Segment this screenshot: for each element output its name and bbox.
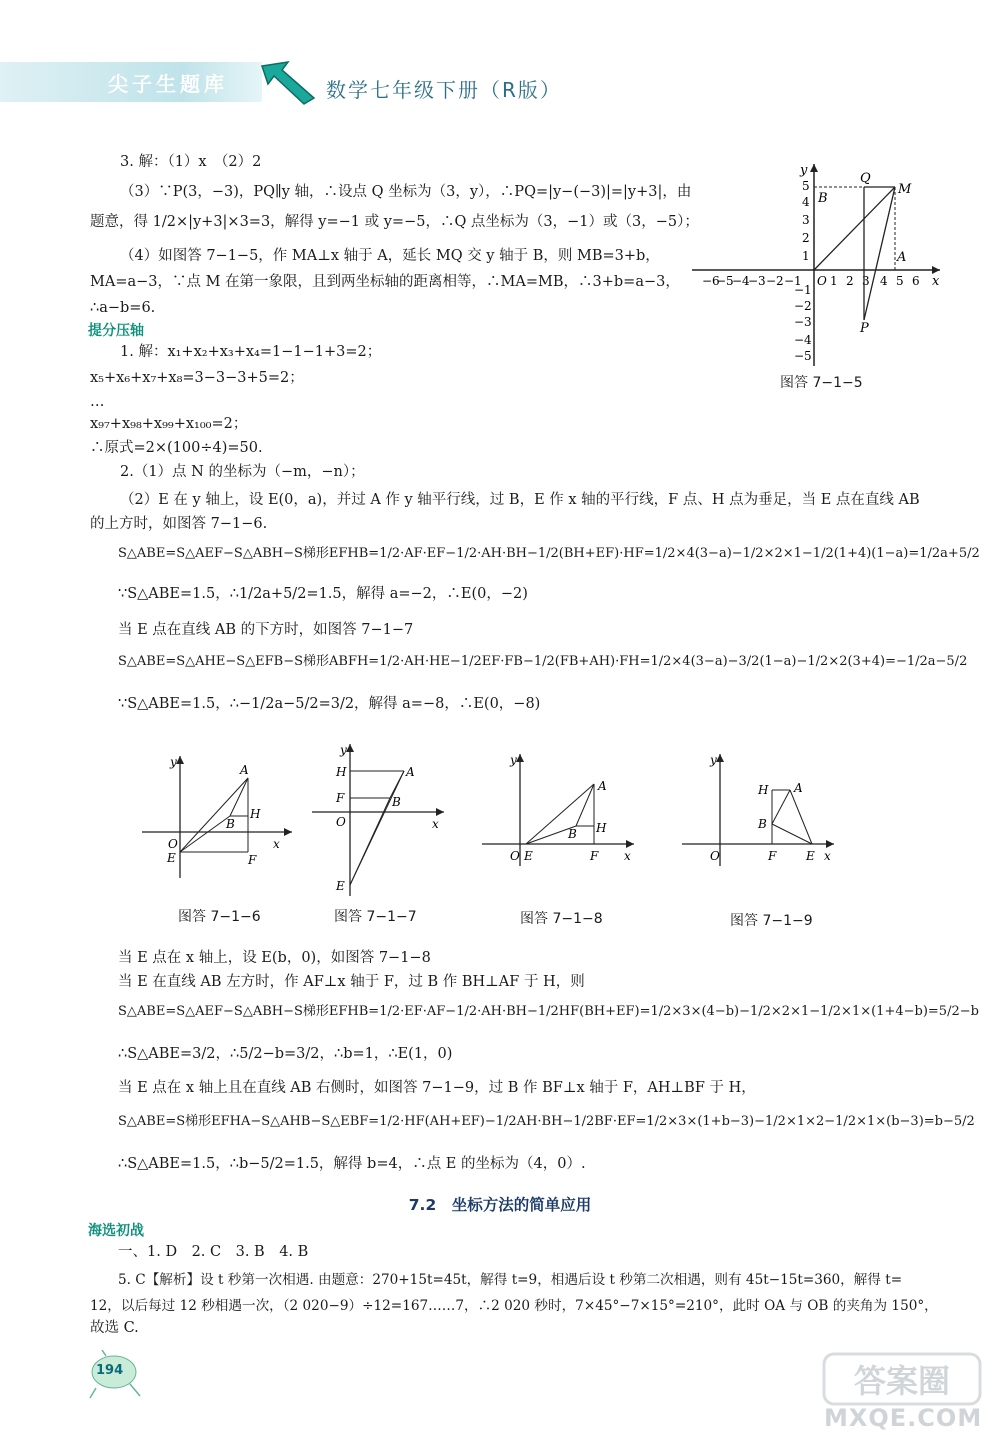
svg-text:−1: −1 [784, 274, 802, 288]
answer-line: 当 E 点在 x 轴上，设 E(b，0)，如图答 7−1−8 [118, 950, 431, 966]
svg-text:1: 1 [802, 249, 810, 263]
svg-text:−1: −1 [794, 283, 812, 297]
answer-line: 5. C【解析】设 t 秒第一次相遇. 由题意：270+15t=45t，解得 t=9，相遇后设 t 秒第二次相遇，则有 45t−15t=360，解得 t= [118, 1272, 903, 1288]
figure-7-1-7 [310, 740, 450, 900]
axis-y-label: y [800, 163, 808, 178]
svg-text:−3: −3 [748, 274, 766, 288]
svg-text:O: O [817, 274, 827, 288]
book-title: 数学七年级下册（R版） [326, 78, 562, 102]
figure-7-1-6 [140, 752, 300, 882]
svg-text:4: 4 [802, 195, 810, 209]
svg-text:−6: −6 [702, 274, 720, 288]
svg-text:5: 5 [802, 179, 810, 193]
answer-line: 当 E 在直线 AB 左方时，作 AF⊥x 轴于 F，过 B 作 BH⊥AF 于 H，则 [118, 974, 585, 990]
svg-text:−4: −4 [794, 333, 812, 347]
arrow-logo-icon [258, 58, 318, 106]
svg-text:3: 3 [862, 274, 870, 288]
answer-line: ∴S△ABE=1.5，∴b−5/2=1.5，解得 b=4，∴点 E 的坐标为（4，0）. [118, 1156, 586, 1172]
answer-line: MA=a−3，∵点 M 在第一象限，且到两坐标轴的距离相等，∴MA=MB，∴3+b=a−3， [90, 274, 680, 290]
svg-text:E: E [167, 851, 176, 865]
svg-text:−3: −3 [794, 315, 812, 329]
svg-text:O: O [510, 849, 520, 863]
answer-line: （2）E 在 y 轴上，设 E(0，a)，并过 A 作 y 轴平行线，过 B，E 作 x 轴的平行线，F 点、H 点为垂足，当 E 点在直线 AB [120, 492, 920, 508]
svg-text:H: H [758, 783, 769, 797]
answer-line: 3. 解：（1）x （2）2 [120, 154, 262, 170]
svg-text:E: E [336, 879, 345, 893]
svg-text:B: B [568, 827, 577, 841]
svg-text:答案圈: 答案圈 [853, 1362, 951, 1400]
svg-text:1: 1 [830, 274, 838, 288]
svg-text:y: y [170, 755, 177, 769]
figure-caption: 图答 7−1−5 [780, 375, 863, 391]
answer-line: … [90, 394, 105, 410]
svg-text:P: P [860, 321, 869, 336]
answer-line: （3）∵P(3，−3)，PQ∥y 轴，∴设点 Q 坐标为（3，y），∴PQ=|y−(−3)|=|y+3|，由 [120, 184, 692, 200]
axis-x-label: x [932, 274, 940, 289]
svg-text:O: O [336, 815, 346, 829]
svg-text:H: H [250, 807, 261, 821]
svg-text:O: O [168, 837, 178, 851]
svg-text:3: 3 [802, 213, 810, 227]
svg-text:4: 4 [880, 274, 888, 288]
svg-text:x: x [432, 817, 439, 831]
svg-text:−5: −5 [794, 349, 812, 363]
section-label: 海选初战 [88, 1223, 144, 1239]
series-logo-text: 尖子生题库 [108, 72, 228, 96]
answer-line: 1. 解：x₁+x₂+x₃+x₄=1−1−1+3=2； [120, 344, 382, 360]
svg-text:6: 6 [912, 274, 920, 288]
figure-caption: 图答 7−1−7 [334, 909, 417, 925]
svg-text:O: O [710, 849, 720, 863]
svg-text:2: 2 [802, 231, 810, 245]
section-label: 提分压轴 [88, 323, 144, 339]
formula-line: S△ABE=S△AHE−S△EFB−S梯形ABFH=1/2·AH·HE−1/2EF·FB−1/2(FB+AH)·FH=1/2×4(3−a)−3/2(1−a)−1/2×2(3+4)=−1/2a−5/2 [118, 654, 968, 669]
svg-text:B: B [392, 795, 401, 809]
svg-text:F: F [336, 791, 345, 805]
svg-text:A: A [897, 250, 907, 265]
figure-caption: 图答 7−1−9 [730, 913, 813, 929]
svg-text:y: y [340, 743, 347, 757]
svg-text:F: F [768, 849, 777, 863]
answer-line: 当 E 点在直线 AB 的下方时，如图答 7−1−7 [118, 622, 414, 638]
figure-7-1-8 [480, 750, 640, 870]
svg-text:x: x [824, 849, 831, 863]
answer-line: 2.（1）点 N 的坐标为（−m，−n）； [120, 464, 365, 480]
svg-text:M: M [898, 182, 912, 197]
page-number: 194 [96, 1363, 124, 1378]
svg-text:A: A [406, 765, 415, 779]
svg-text:−2: −2 [766, 274, 784, 288]
svg-text:B: B [818, 191, 828, 206]
watermark-url: MXQE.COM [824, 1404, 983, 1432]
figure-caption: 图答 7−1−6 [178, 909, 261, 925]
answer-line: 的上方时，如图答 7−1−6. [90, 516, 268, 532]
figure-caption: 图答 7−1−8 [520, 911, 603, 927]
svg-text:−2: −2 [794, 299, 812, 313]
formula-line: S△ABE=S梯形EFHA−S△AHB−S△EBF=1/2·HF(AH+EF)−1/2AH·BH−1/2BF·EF=1/2×3×(1+b−3)−1/2×1×2−1/2×1×(b−3)=b−5/2 [118, 1114, 975, 1129]
answer-line: 故选 C. [90, 1320, 139, 1336]
answer-line: 一、1. D 2. C 3. B 4. B [118, 1244, 309, 1260]
svg-text:H: H [336, 765, 347, 779]
svg-text:H: H [596, 821, 607, 835]
svg-text:x: x [624, 849, 631, 863]
formula-line: S△ABE=S△AEF−S△ABH−S梯形EFHB=1/2·EF·AF−1/2·AH·BH−1/2HF(BH+EF)=1/2×3×(4−b)−1/2×2×1−1/2×1×(1+4−b)=5/2−b [118, 1004, 979, 1019]
answer-line: x₉₇+x₉₈+x₉₉+x₁₀₀=2； [90, 416, 248, 432]
answer-line: 12，以后每过 12 秒相遇一次，（2 020−9）÷12=167……7，∴2 020 秒时，7×45°−7×15°=210°，此时 OA 与 OB 的夹角为 150°， [90, 1298, 938, 1314]
svg-text:A: A [794, 781, 803, 795]
svg-text:y: y [510, 753, 517, 767]
answer-line: ∴原式=2×(100÷4)=50. [90, 440, 263, 456]
answer-line: ∵S△ABE=1.5，∴−1/2a−5/2=3/2，解得 a=−8，∴E(0，−8) [118, 696, 541, 712]
answer-line: （4）如图答 7−1−5，作 MA⊥x 轴于 A，延长 MQ 交 y 轴于 B，则 MB=3+b， [120, 248, 660, 264]
answer-line: x₅+x₆+x₇+x₈=3−3−3+5=2； [90, 370, 304, 386]
section-title: 7.2 坐标方法的简单应用 [408, 1196, 592, 1214]
svg-text:5: 5 [896, 274, 904, 288]
svg-text:F: F [590, 849, 599, 863]
answer-line: 当 E 点在 x 轴上且在直线 AB 右侧时，如图答 7−1−9，过 B 作 BF⊥x 轴于 F，AH⊥BF 于 H， [118, 1080, 756, 1096]
answer-line: ∵S△ABE=1.5，∴1/2a+5/2=1.5，解得 a=−2，∴E(0，−2) [118, 586, 528, 602]
svg-text:F: F [248, 853, 257, 867]
answer-line: ∴a−b=6. [90, 300, 156, 316]
svg-text:Q: Q [860, 171, 871, 186]
formula-line: S△ABE=S△AEF−S△ABH−S梯形EFHB=1/2·AF·EF−1/2·AH·BH−1/2(BH+EF)·HF=1/2×4(3−a)−1/2×2×1−1/2(1+4)(1−a)=1/2a+5/2 [118, 546, 980, 561]
svg-text:E: E [806, 849, 815, 863]
svg-text:E: E [524, 849, 533, 863]
svg-text:A: A [598, 779, 607, 793]
svg-text:2: 2 [846, 274, 854, 288]
figure-7-1-5 [690, 160, 950, 372]
svg-text:−5: −5 [716, 274, 734, 288]
answer-line: 题意，得 1/2×|y+3|×3=3，解得 y=−1 或 y=−5，∴Q 点坐标为（3，−1）或（3，−5）； [90, 214, 699, 230]
svg-text:B: B [758, 817, 767, 831]
svg-text:x: x [273, 837, 280, 851]
svg-text:y: y [710, 753, 717, 767]
figure-7-1-9 [680, 750, 840, 870]
answer-line: ∴S△ABE=3/2，∴5/2−b=3/2，∴b=1，∴E(1，0) [118, 1046, 453, 1062]
svg-text:B: B [226, 817, 235, 831]
svg-text:−4: −4 [732, 274, 750, 288]
svg-text:A: A [240, 763, 249, 777]
